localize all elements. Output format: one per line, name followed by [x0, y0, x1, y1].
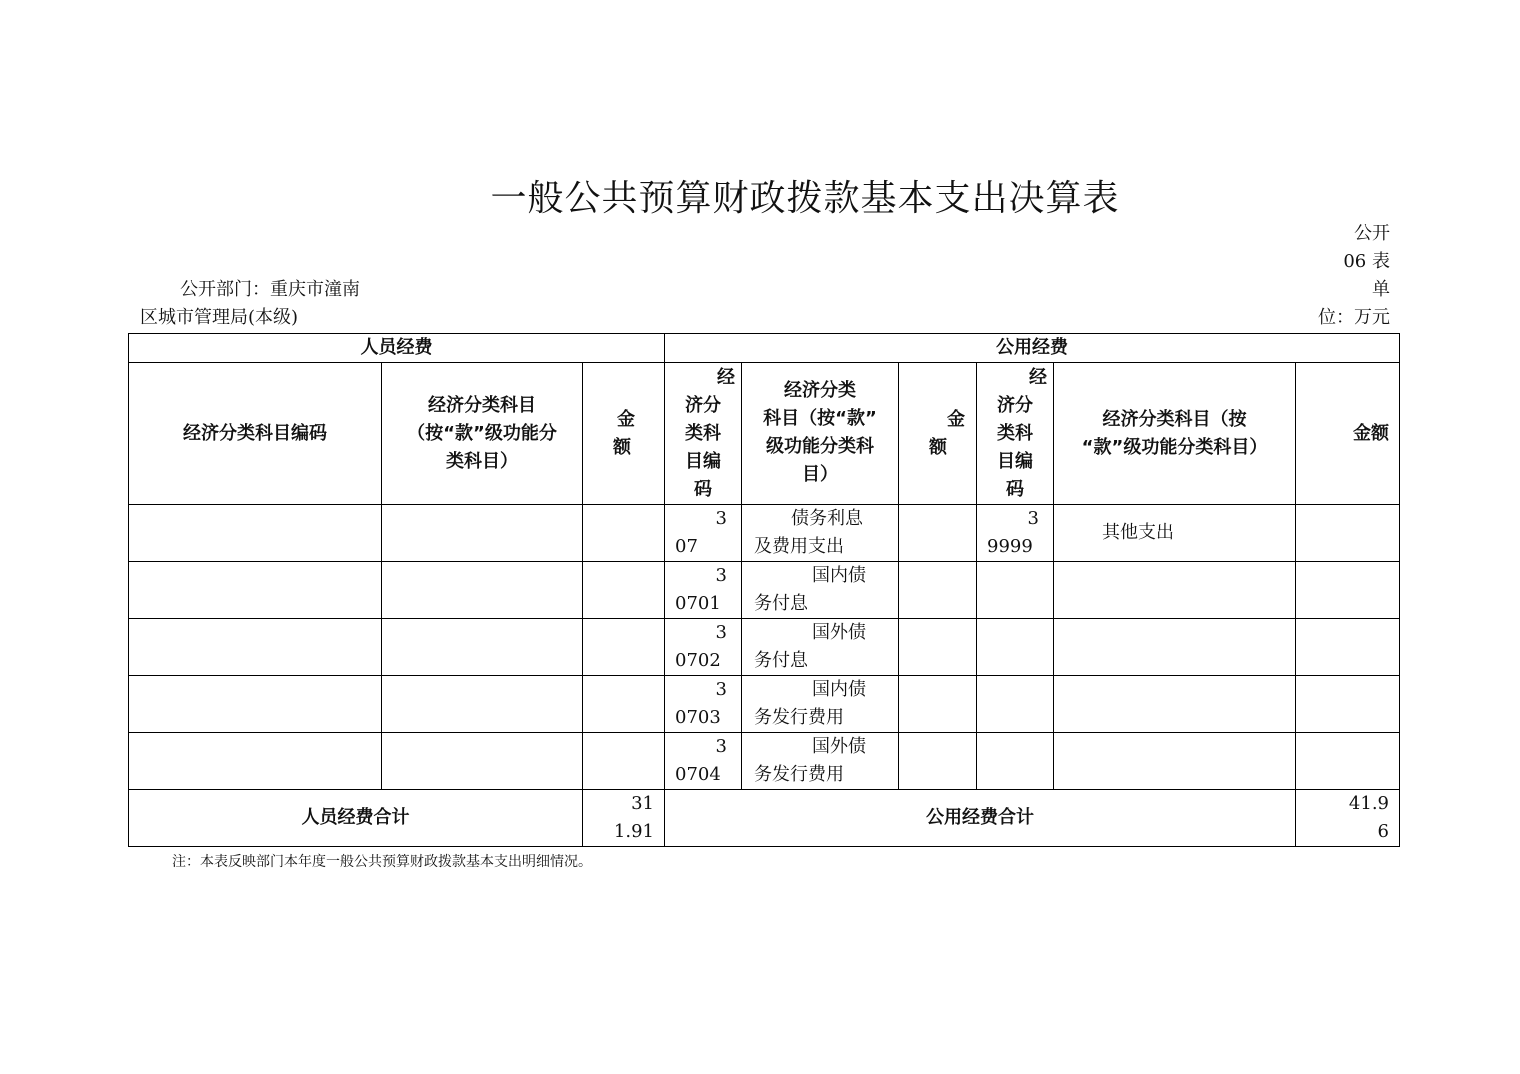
- column-header-row: [129, 363, 1400, 505]
- header-public-econ-subject: 经济分类 科目（按“款” 级功能分类科 目）: [742, 363, 899, 505]
- personnel-total-label: 人员经费合计: [129, 790, 583, 847]
- table-row: [129, 619, 1400, 676]
- row-subject: 国内债 务发行费用: [742, 676, 899, 733]
- header-public-econ-code-2: 经 济分 类科 目编 码: [977, 363, 1054, 505]
- header-econ-code: 经济分类科目编码: [129, 363, 382, 505]
- row-subject-2: 其他支出: [1054, 505, 1296, 562]
- row-code: 3 0701: [665, 562, 742, 619]
- department-line2: 区城市管理局(本级): [140, 307, 299, 328]
- header-public-econ-subject-2: 经济分类科目（按 “款”级功能分类科目）: [1054, 363, 1296, 505]
- header-public-amount: 金 额: [899, 363, 977, 505]
- table-note: 注：本表反映部门本年度一般公共预算财政拨款基本支出明细情况。: [172, 854, 592, 870]
- row-subject: 国外债 务发行费用: [742, 733, 899, 790]
- form-number-line1: 公开: [1354, 223, 1390, 244]
- table-row: [129, 676, 1400, 733]
- public-total-value: 41.9 6: [1296, 790, 1400, 847]
- unit-label-line2: 位：万元: [1318, 307, 1390, 328]
- table-row: [129, 505, 1400, 562]
- row-code-2: 3 9999: [977, 505, 1054, 562]
- totals-row: [129, 790, 1400, 847]
- row-subject: 国内债 务付息: [742, 562, 899, 619]
- row-subject: 国外债 务付息: [742, 619, 899, 676]
- personnel-total-value: 31 1.91: [583, 790, 665, 847]
- table-row: [129, 562, 1400, 619]
- row-code: 3 0702: [665, 619, 742, 676]
- department-line1: 公开部门：重庆市潼南: [180, 279, 360, 300]
- group-header-row: [129, 334, 1400, 363]
- row-subject: 债务利息 及费用支出: [742, 505, 899, 562]
- unit-label-line1: 单: [1372, 279, 1390, 300]
- header-public-amount-2: 金额: [1296, 363, 1400, 505]
- budget-table: [128, 333, 1400, 847]
- header-econ-subject: 经济分类科目 （按“款”级功能分 类科目）: [382, 363, 583, 505]
- personnel-group-header: 人员经费: [129, 334, 665, 363]
- public-total-label: 公用经费合计: [665, 790, 1296, 847]
- page-title: 一般公共预算财政拨款基本支出决算表: [490, 178, 1120, 219]
- form-number-line2: 06 表: [1343, 251, 1390, 272]
- header-public-econ-code: 经 济分 类科 目编 码: [665, 363, 742, 505]
- row-code: 3 0703: [665, 676, 742, 733]
- table-row: [129, 733, 1400, 790]
- public-group-header: 公用经费: [665, 334, 1400, 363]
- row-code: 3 0704: [665, 733, 742, 790]
- header-amount: 金 额: [583, 363, 665, 505]
- row-code: 3 07: [665, 505, 742, 562]
